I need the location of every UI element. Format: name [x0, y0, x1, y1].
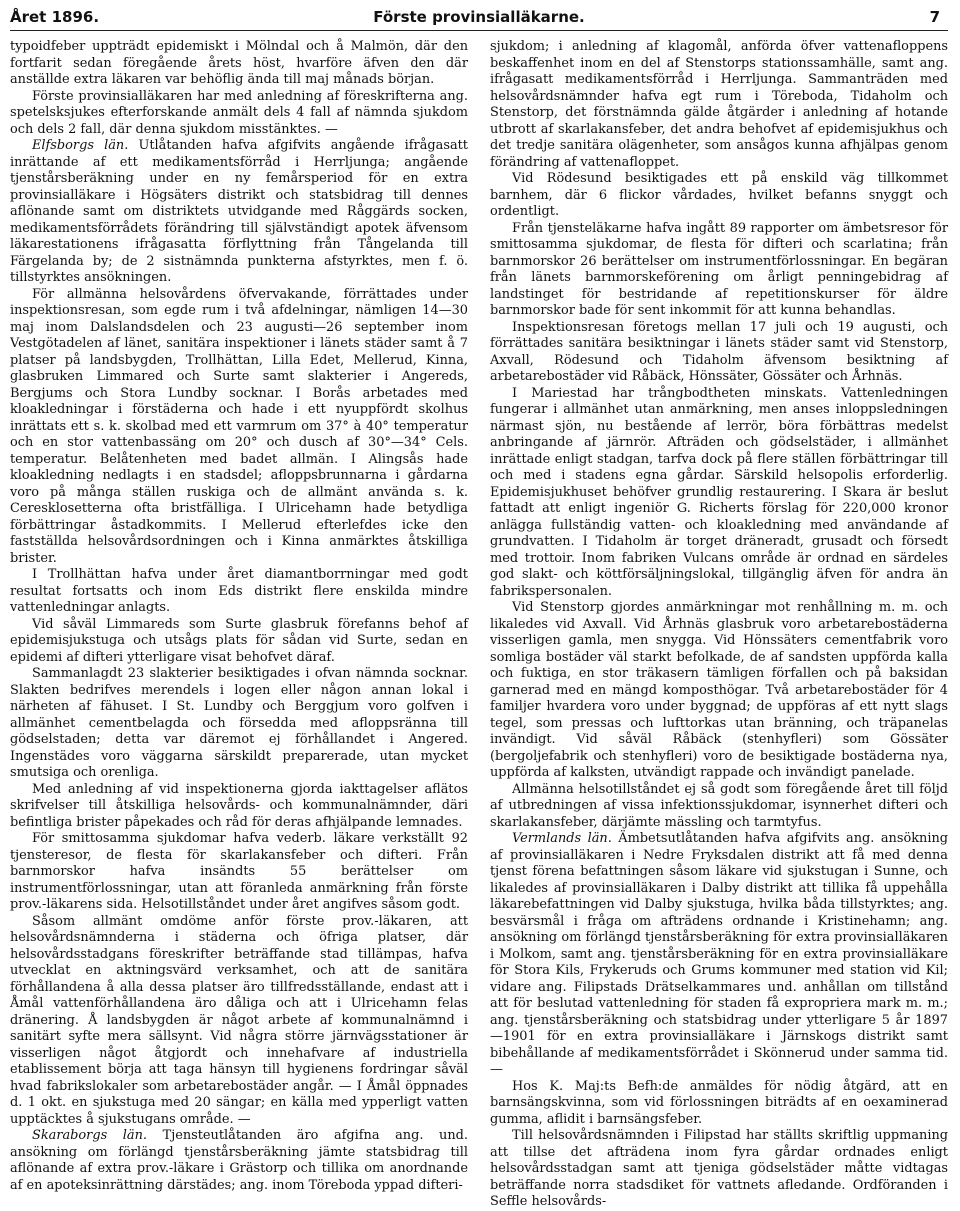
paragraph: I Mariestad har trångbodtheten minskats. Vattenledningen fungerar i allmänhet utan anmärkning, men anses inloppsledningen närmast sjön, nu bestående af lerrör, böra förbättras medelst anbringande af järnrör. Afträden och gödselstäder, i allmänhet inrättade enligt stadgan, tarfva dock på flere ställen förbättringar till och med i stadens egna gårdar. Särskild helsopolis erforderlig. Epidemisjukhuset behöfver grundlig restaurering. I Skara är beslut fattadt att enligt ingeniör G. Richerts förslag för 220,000 kronor anlägga fullständig vatten- och kloakledning med användande af grundvatten. I Tidaholm är torget dräneradt, grusadt och försedt med trottoir. Inom fabriken Vulcans område är ordnad en särdeles god slakt- och köttförsäljningslokal, tillgänglig äfven för andra än fabrikspersonalen. [490, 385, 948, 599]
paragraph: Till helsovårdsnämnden i Filipstad har ställts skriftlig uppmaning att tillse det afträdena inom fyra gårdar ordnades enligt helsovårdsstadgan samt att tjeniga gödselstäder måtte vidtagas beträffande norra stadsdiket för vattnets afledande. Ordföranden i Seffle helsovårds- [490, 1128, 948, 1209]
paragraph: typoidfeber uppträdt epidemiskt i Mölndal och å Malmön, där den fortfarit sedan föregående årets höst, hvarföre äfven den där anställde extra läkaren var behöflig ända till maj månads början. [10, 39, 468, 87]
year-label: Året 1896. [10, 8, 100, 26]
paragraph: För allmänna helsovårdens öfvervakande, förrättades under inspektionsresan, som egde rum i två afdelningar, nämligen 14—30 maj inom Dalslandsdelen och 23 augusti—26 september inom Vestgötadelen af länet, sanitära inspektioner i länets städer samt å 7 platser på landsbygden, Trollhättan, Lilla Edet, Mellerud, Kinna, glasbruken Limmared och Surte samt slakterier i Angereds, Bergjums och Stora Lundby socknar. I Borås arbetades med kloakledningar i förstäderna och hade i ett nyuppfördt skolhus inrättats ett s. k. skolbad med ett varmrum om 37° à 40° temperatur och en stor vattenbassäng om 20° och dusch af 30°—34° Cels. temperatur. Belåtenheten med badet allmän. I Alingsås hade kloakledning nedlagts i en stadsdel; afloppsbrunnarna i gårdarna voro på många ställen ruskiga och de allmänt använda s. k. Ceresklosetterna ofta bristfälliga. I Ulricehamn hade betydliga förbättringar åstadkommits. I Mellerud efterlefdes icke den fastställda helsovårdsordningen och i Kinna anmärktes åtskilliga brister. [10, 286, 468, 566]
right-column [490, 39, 948, 1211]
left-column [10, 39, 468, 1211]
paragraph: sjukdom; i anledning af klagomål, anförda öfver vattenafloppens beskaffenhet inom en del af Stenstorps stationssamhälle, samt ang. ifrågasatt medikamentsförråd i Herrljunga. Sammanträden med helsovårdsnämnder hafva egt rum i Töreboda, Tidaholm och Stenstorp, det förstnämnda gälde åtgärder i anledning af hotande utbrott af skarlakansfeber, det andra behofvet af epidemisjukhus och det tredje sanitära olägenheter, som ansågos kunna afhjälpas genom förändring af vattenafloppet. [490, 39, 948, 170]
paragraph: Förste provinsialläkaren har med anledning af föreskrifterna ang. spetelsksjukes efterforskande anmält dels 4 fall af nämnda sjukdom och dels 2 fall, där denna sjukdom misstänktes. — [10, 88, 468, 137]
paragraph: Vid Rödesund besiktigades ett på enskild väg tillkommet barnhem, där 6 flickor vårdades, hvilket befanns snyggt och ordentligt. [490, 171, 948, 219]
county-heading: Skaraborgs län. [32, 1128, 148, 1143]
paragraph: Skaraborgs län. Tjensteutlåtanden äro afgifna ang. und. ansökning om förlängd tjenstårsberäkning jämte statsbidrag till aflönande af extra prov.-läkare i Grästorp och tillika om anordnande af en apoteksinrättning därstädes; ang. inom Töreboda yppad difteri- [10, 1128, 468, 1193]
paragraph: Allmänna helsotillståndet ej så godt som föregående året till följd af utbredningen af vissa infektionssjukdomar, isynnerhet difteri och skarlakansfeber, därjämte mässling och tarmtyfus. [490, 781, 948, 830]
county-heading: Vermlands län. [512, 831, 612, 846]
paragraph: Vid såväl Limmareds som Surte glasbruk förefanns behof af epidemisjukstuga och utsågs plats för sådan vid Surte, sedan en epidemi af difteri ytterligare visat behofvet däraf. [10, 616, 468, 665]
section-title: Förste provinsialläkarne. [373, 8, 585, 26]
text-columns [10, 39, 948, 1211]
paragraph: Hos K. Maj:ts Befh:de anmäldes för nödig åtgärd, att en barnsängskvinna, som vid förlossningen biträdts af en oexaminerad gumma, aflidit i barnsängsfeber. [490, 1078, 948, 1127]
paragraph: Vermlands län. Ämbetsutlåtanden hafva afgifvits ang. ansökning af provinsialläkaren i Nedre Fryksdalen distrikt att få med denna tjenst förena befattningen såsom läkare vid sjukstugan i Sunne, och likaledes af provinsialläkaren i Dalby distrikt att tillika få uppehålla läkarebefattningen vid Dalby sjukstuga, hvilka båda tillstyrktes; ang. besvärsmål i fråga om afträdens ordnande i Kristinehamn; ang. ansökning om förlängd tjenstårsberäkning för extra provinsialläkaren i Molkom, samt ang. tjenstårsberäkning för en extra provinsialläkare för Stora Kils, Frykeruds och Grums kommuner med station vid Kil; vidare ang. Filipstads Drätselkammares und. anhållan om tillstånd att för beslutad vattenledning för staden få expropriera mark m. m.; ang. tjenstårsberäkning och statsbidrag under ytterligare 5 år 1897—1901 för en extra provinsialläkare i Järnskogs distrikt samt bibehållande af medikamentsförrådet i Skönnerud under samma tid. — [490, 831, 949, 1077]
paragraph: Med anledning af vid inspektionerna gjorda iakttagelser aflätos skrifvelser till åtskilliga helsovårds- och kommunalnämnder, däri befintliga brister påpekades och råd för deras afhjälpande lemnades. [10, 781, 468, 830]
paragraph: Från tjensteläkarne hafva ingått 89 rapporter om ämbetsresor för smittosamma sjukdomar, de flesta för difteri och scarlatina; från barnmorskor 26 berättelser om instrumentförlossningar. En begäran från länets barnmorskeförening om årligt penningebidrag af landstinget för bestridande af repetitionskurser för äldre barnmorskor bade för sent inkommit för att kunna behandlas. [490, 220, 948, 318]
page-header [10, 6, 948, 31]
paragraph: I Trollhättan hafva under året diamantborrningar med godt resultat fortsatts och inom Eds distrikt flere enskilda mindre vattenledningar anlagts. [10, 567, 468, 615]
paragraph: Inspektionsresan företogs mellan 17 juli och 19 augusti, och förrättades sanitära besiktningar i länets städer samt vid Stenstorp, Axvall, Rödesund och Tidaholm äfvensom besiktning af arbetarebostäder vid Råbäck, Hönssäter, Gössäter och Århnäs. [490, 319, 948, 384]
page-number: 7 [929, 8, 940, 26]
county-heading: Elfsborgs län. [32, 138, 129, 153]
paragraph: För smittosamma sjukdomar hafva vederb. läkare verkställt 92 tjensteresor, de flesta för skarlakansfeber och difteri. Från barnmorskor hafva insändts 55 berättelser om instrumentförlossningar, utan att föranleda anmärkning från förste prov.-läkarens sida. Helsotillståndet under året angifves såsom godt. [10, 831, 468, 912]
paragraph: Såsom allmänt omdöme anför förste prov.-läkaren, att helsovårdsnämnderna i städerna och öfriga platser, där helsovårdsstadgans föreskrifter beträffande stad tillämpas, hafva utvecklat en aktningsvärd verksamhet, och att de sanitära förhållandena å alla dessa platser äro tillfredsställande, endast att i Åmål vattenförhållandena äro dåliga och att i Ulricehamn felas dränering. Å landsbygden är något arbete af kommunalnämnd i sanitärt syfte mera sällsynt. Vid några större järnvägsstationer är visserligen något åtgjordt och innehafvare af industriella etablissement börja att taga hänsyn till hygienens fordringar såväl hvad fabrikslokaler som arbetarebostäder angår. — I Åmål öppnades d. 1 okt. en sjukstuga med 20 sängar; en källa med ypperligt vatten upptäcktes å sjukstugans område. — [10, 913, 468, 1127]
paragraph: Vid Stenstorp gjordes anmärkningar mot renhållning m. m. och likaledes vid Axvall. Vid Århnäs glasbruk voro arbetarebostäderna visserligen gamla, men snygga. Vid Hönssäters cementfabrik voro somliga bostäder väl starkt befolkade, de af sandsten uppförda kalla och fuktiga, en stor träkasern tämligen förfallen och på baksidan garnerad med en mängd komposthögar. Två arbetarebostäder för 4 familjer hvardera voro under byggnad; de uppföras af ett nytt slags tegel, som pressas och lufttorkas utan bränning, och träpanelas invändigt. Vid såväl Råbäck (stenhyfleri) som Gössäter (bergoljefabrik och stenhyfleri) voro de besiktigade bostäderna nya, uppförda af kalksten, utvändigt rappade och invändigt panelade. [490, 600, 948, 780]
paragraph: Sammanlagdt 23 slakterier besiktigades i ofvan nämnda socknar. Slakten bedrifves merendels i logen eller någon annan lokal i närheten af fähuset. I St. Lundby och Berggjum voro golfven i allmänhet cementbelagda och försedda med afloppsränna till gödselstaden; detta var däremot ej förhållandet i Angered. Ingenstädes voro väggarna särskildt preparerade, utan mycket smutsiga och orenliga. [10, 666, 468, 780]
paragraph: Elfsborgs län. Utlåtanden hafva afgifvits angående ifrågasatt inrättande af ett medikamentsförråd i Herrljunga; angående tjenstårsberäkning under en ny femårsperiod för en extra provinsialläkare i Högsäters distrikt och statsbidrag till dennes aflönande samt om distriktets utvidgande med Råggärds socken, medikamentsförrådets förändring till självständigt apotek äfvensom läkarestationens ifrågasatta förflyttning från Tångelanda till Färgelanda by; de 2 sistnämnda punkterna afstyrktes, men f. ö. tillstyrktes ansökningen. [10, 138, 468, 285]
